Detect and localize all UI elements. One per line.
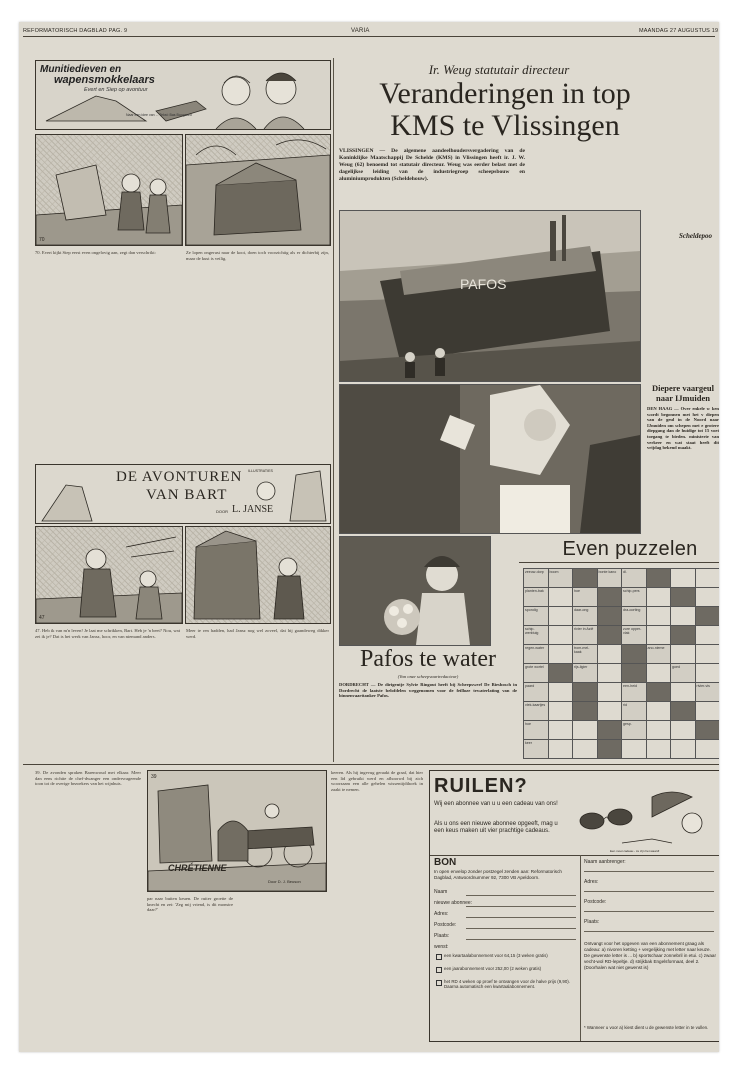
- crossword-clue: keer: [525, 741, 532, 745]
- bon-divider: [580, 855, 581, 1041]
- comic1-text-col2-lead: Ze lopen ongerust naar de kooi, doen toch voorzichtig als er dichterbij zijn, maar de kust is veilig.: [186, 250, 329, 261]
- crossword-cell[interactable]: [647, 626, 672, 645]
- crossword-clue: schip-pers: [623, 589, 640, 593]
- crossword-clue: een-heid: [623, 684, 637, 688]
- puzzle-title: Even puzzelen: [562, 538, 698, 560]
- crossword-cell[interactable]: [573, 740, 598, 759]
- crossword-clue: zeeuw-dorp: [525, 570, 544, 574]
- bon-field-label: nieuwe abonnee:: [434, 900, 473, 906]
- comic2-author: L. JANSE: [232, 504, 274, 515]
- comic2-panel-right-art: [186, 527, 330, 623]
- bon-option-checkbox[interactable]: [436, 954, 442, 960]
- crossword-clue: regen-water: [525, 646, 545, 650]
- crossword-cell: [671, 626, 696, 645]
- crossword-cell[interactable]: [696, 626, 720, 645]
- bon-field-input[interactable]: [466, 906, 576, 907]
- kms-headline-2: KMS te Vlissingen: [390, 109, 620, 142]
- bon-right-field-input[interactable]: [584, 911, 714, 912]
- bon-right-field-label: Adres:: [584, 879, 599, 885]
- comic1-panel-left-art: [36, 135, 182, 245]
- crossword-clue-cell: [524, 683, 549, 702]
- comic1-title-2: wapensmokkelaars: [54, 74, 155, 86]
- crossword-cell[interactable]: [671, 607, 696, 626]
- pafos-headline: Pafos te water: [360, 646, 496, 672]
- crossword-clue-cell: [524, 607, 549, 626]
- kms-subheading: Scheldepoo: [679, 232, 713, 240]
- bon-right-field-label: Postcode:: [584, 899, 607, 905]
- ship-photo: [339, 210, 641, 382]
- bon-option-checkbox[interactable]: [436, 967, 442, 973]
- christening-photo-art: [340, 385, 640, 533]
- crossword-cell: [573, 702, 598, 721]
- crossword-cell: [622, 664, 647, 683]
- ship-name-text: PAFOS: [460, 276, 507, 292]
- crossword-cell[interactable]: [598, 664, 623, 683]
- crossword-clue: hoe: [574, 589, 580, 593]
- kms-text-col3: [531, 148, 635, 204]
- crossword-cell[interactable]: [647, 702, 672, 721]
- diepere-text: [647, 468, 719, 532]
- crossword-clue-cell: [622, 702, 647, 721]
- crossword-cell[interactable]: [647, 607, 672, 626]
- crossword-cell: [598, 588, 623, 607]
- crossword-cell[interactable]: [549, 588, 574, 607]
- crossword-clue: rivier-vis: [696, 684, 710, 688]
- kms-kicker: Ir. Weug statutair directeur: [428, 62, 570, 77]
- crossword-clue-cell: [622, 721, 647, 740]
- crossword-cell[interactable]: [647, 721, 672, 740]
- bon-right-field-input[interactable]: [584, 891, 714, 892]
- diepere-headline-1: Diepere vaargeul: [652, 383, 714, 393]
- column-divider: [333, 58, 334, 762]
- comic3-text-lead: 39. De avonden spraken Barenwoud met elkaar. Meer dan eens richtte de chef-dwanger een ondervrageende toon tot de overige bezoekers van het wijnhuis.: [35, 770, 141, 787]
- crossword-clue-cell: [573, 607, 598, 626]
- comic2-panel-number: 47: [39, 615, 45, 621]
- crossword-clue-cell: [598, 569, 623, 588]
- crossword-clue-cell: [549, 569, 574, 588]
- comic2-text-col2-lead: Meer te ren hadden, had Jansz nog wel zoveel, dat hij gaandeweg dikker werd.: [186, 628, 329, 639]
- crossword-clue-cell: [524, 588, 549, 607]
- crossword-clue-cell: [524, 626, 549, 645]
- crossword-clue: spondig: [525, 608, 538, 612]
- bon-right-field-label: Naam aanbrenger:: [584, 859, 626, 865]
- crossword-clue-cell: [647, 645, 672, 664]
- kms-lead: VLISSINGEN — De algemene aandeelhoudersvergadering van de Koninklijke Maatschappij De Schelde (KMS) in Vlissingen heeft ir. J. W. Weug (62) benoemd tot statutair directeur. Weug was eerder belast met de dagelijkse leiding van de industriegroep scheepsbouw en aluminiumprodukten (Scheldehouw).: [339, 148, 525, 182]
- crossword-cell: [573, 569, 598, 588]
- crossword-clue: bonte kano: [598, 570, 617, 574]
- crossword-cell[interactable]: [598, 645, 623, 664]
- crossword-clue-cell: [622, 626, 647, 645]
- crossword-cell[interactable]: [696, 702, 720, 721]
- crossword-clue-cell: [524, 702, 549, 721]
- comic3-panel-number: 39: [151, 774, 157, 780]
- comic2-text-col1: [35, 628, 180, 758]
- kms-text-col4b: [643, 242, 719, 382]
- ship-photo-art: [340, 211, 640, 381]
- crossword-clue: trom-mel-kaak: [574, 646, 590, 654]
- crossword-clue: boom: [549, 570, 559, 574]
- bon-field-label: Plaats:: [434, 933, 450, 939]
- comic2-by: DOOR: [216, 509, 228, 514]
- crossword-clue: planten-bak: [525, 589, 544, 593]
- crossword-cell: [622, 645, 647, 664]
- bon-footnote: * Wanneer u voor a) kiest dient u de gewenste letter in te vullen.: [584, 1025, 709, 1030]
- crossword-cell[interactable]: [671, 721, 696, 740]
- bon-option-checkbox[interactable]: [436, 980, 442, 986]
- section-title: VARIA: [351, 28, 370, 34]
- bon-option-label: een jaarabonnement voor 252,00 (2 weken gratis): [444, 966, 542, 971]
- crossword-clue: rid: [623, 703, 627, 707]
- crossword-clue: vlek-kaartjes: [525, 703, 546, 707]
- comic1-text-col2: [186, 250, 329, 440]
- bon-field-input[interactable]: [466, 895, 576, 896]
- comic3-text-col2: [147, 896, 233, 1042]
- crossword-cell[interactable]: [647, 740, 672, 759]
- comic1-text-lead: 70. Evert kijkt Siep eerst even ongelovig aan, zegt dan verschrikt:: [35, 250, 156, 255]
- crossword-clue-cell: [524, 664, 549, 683]
- gifts-illustration: [562, 777, 716, 849]
- crossword-cell[interactable]: [696, 645, 720, 664]
- crossword-cell[interactable]: [598, 683, 623, 702]
- crossword-cell[interactable]: [549, 607, 574, 626]
- crossword-clue: rivier in Azië: [574, 627, 594, 631]
- bon-field-input[interactable]: [466, 928, 576, 929]
- crossword-clue-cell: [671, 664, 696, 683]
- mid-rule: [23, 764, 719, 765]
- pafos-caption: (Van onze scheepvaartredacteur): [397, 674, 459, 679]
- crossword-grid: [523, 568, 719, 759]
- crossword-clue-cell: [524, 740, 549, 759]
- bon-rule: [430, 855, 719, 856]
- crossword-clue-cell: [573, 588, 598, 607]
- crossword-cell[interactable]: [549, 702, 574, 721]
- crossword-cell[interactable]: [647, 588, 672, 607]
- comic3-text-col1: [35, 770, 141, 1040]
- crossword-cell[interactable]: [549, 626, 574, 645]
- comic2-title-panel: [35, 464, 331, 524]
- kms-text-col4: [643, 140, 719, 230]
- crossword-cell[interactable]: [671, 569, 696, 588]
- comic1-panel-left: [35, 134, 183, 246]
- crossword-clue: dl.: [623, 570, 627, 574]
- crossword-cell[interactable]: [549, 683, 574, 702]
- comic2-title-1: DE AVONTUREN: [116, 469, 243, 485]
- comic1-title-1: Munitiedieven en: [40, 64, 122, 75]
- bon-field-label: Postcode:: [434, 922, 457, 928]
- comic2-panel-left-art: [36, 527, 182, 623]
- crossword-cell: [696, 607, 720, 626]
- bon-gift-choice: Ontvangt voor het opgeven van een abonnement graag als cadeau: a) nivoren ketting + vergelijking met letter naar keuze. De gewenste letter is ... b) sportschaar zonnebril in etui. c) zwaar vecht-wol RD-lepeltje. d) strijkbak Engelsformaat, deel 2. (Doorhalen wat niet gewenst is): [584, 941, 717, 970]
- comic2-illustrator-label: ILLUSTRATIES: [248, 469, 273, 473]
- crossword-cell[interactable]: [696, 664, 720, 683]
- crossword-cell: [696, 721, 720, 740]
- ruilen-intro: Wij een abonnee van u u een cadeau van ons!: [434, 801, 558, 807]
- crossword-clue: goed: [672, 665, 680, 669]
- crossword-clue: dra-oorting: [623, 608, 641, 612]
- ruilen-ad: [429, 770, 719, 1042]
- crossword-clue-cell: [622, 569, 647, 588]
- child-photo: [339, 536, 491, 646]
- comic3-panel-art: [148, 771, 326, 891]
- crossword-clue: schip-werktuig: [525, 627, 539, 635]
- kms-headline-1: Veranderingen in top: [379, 77, 631, 110]
- pafos-text: [339, 706, 517, 760]
- bon-field-label: Adres:: [434, 911, 449, 917]
- comic3-panel: [147, 770, 327, 892]
- crossword-cell: [598, 626, 623, 645]
- crossword-cell: [549, 664, 574, 683]
- bon-instructions: In open envelop zonder postzegel zenden aan: Reformatorisch Dagblad, Antwoordnummer 92, 7300 VB Apeldoorn.: [434, 869, 562, 880]
- crossword-cell: [647, 683, 672, 702]
- ruilen-body: Als u ons een nieuwe abonnee opgeeft, mag u een keus maken uit vier prachtige cadeaus.: [434, 821, 558, 834]
- gifts-caption: Een mooi cadeau - ze zijn het waard!: [610, 849, 660, 853]
- diepere-headline-2: naar IJmuiden: [656, 393, 710, 403]
- crossword-clue: grote wortel: [525, 665, 544, 669]
- crossword-cell[interactable]: [671, 740, 696, 759]
- crossword-clue: ano-nieme: [647, 646, 665, 650]
- bon-option-label: een kwartaalabonnement voor 64,15 (3 weken gratis): [444, 953, 548, 958]
- ruilen-title: RUILEN?: [434, 775, 528, 797]
- child-photo-art: [340, 537, 490, 645]
- crossword-clue: rijs-ligier: [574, 665, 588, 669]
- crossword-cell[interactable]: [573, 721, 598, 740]
- crossword-clue-cell: [573, 626, 598, 645]
- comic3-text-col2b: [239, 896, 325, 1042]
- bon-field-input[interactable]: [466, 917, 576, 918]
- crossword-clue: gesp.: [623, 722, 632, 726]
- crossword-clue-cell: [524, 645, 549, 664]
- comic1-text-col1: [35, 250, 180, 440]
- comic3-text-col2-lead: par naar buiten keuen. De ruiter groette de knecht en zei: 'Zeg mij vriend, is dit monstre daar?': [147, 896, 233, 913]
- comic2-title-2: VAN BART: [146, 487, 228, 503]
- bon-option-label: het RD 4 weken op proef te ontvangen voor de halve prijs (9,90). Daarna automatisch een kwartaalabonnement.: [444, 979, 570, 990]
- page-header-date: MAANDAG 27 AUGUSTUS 19: [639, 28, 719, 34]
- crossword-cell: [598, 740, 623, 759]
- comic2-text-col2: [186, 628, 329, 758]
- crossword-cell[interactable]: [696, 569, 720, 588]
- crossword-cell[interactable]: [696, 740, 720, 759]
- crossword-cell[interactable]: [671, 683, 696, 702]
- comic1-panel-right-art: [186, 135, 330, 245]
- comic3-title: CHRÉTIENNE: [168, 863, 227, 873]
- crossword-clue: zure opper-vlak: [623, 627, 642, 635]
- comic2-panel-right: [185, 526, 331, 624]
- crossword-clue-cell: [573, 664, 598, 683]
- comic1-panel-right: [185, 134, 331, 246]
- comic2-text-lead: 47. Heb ik van m'n leven! Je laat me schrikken, Bart. Heb je 'n beet? Nou, wat zei ik je? Dat is het werk van Jansz, hoor, en van niemand anders.: [35, 628, 180, 639]
- crossword-clue: daar-ong: [574, 608, 589, 612]
- crossword-clue: paard: [525, 684, 535, 688]
- crossword-cell: [573, 683, 598, 702]
- crossword-cell: [598, 721, 623, 740]
- crossword-clue-cell: [696, 683, 720, 702]
- comic3-text-col3-lead: keeren. Als hij ingevug geraakt de graaf, dat hier een lid gebruikt werd en afhoorwd bij zich woorzaam een alle gehelen wissentijdthoek in zaakt te nemen.: [331, 770, 423, 792]
- bon-field-input[interactable]: [466, 939, 576, 940]
- comic1-title-panel: [35, 60, 331, 130]
- crossword-cell: [647, 569, 672, 588]
- bon-title: BON: [434, 857, 457, 868]
- crossword-cell: [671, 588, 696, 607]
- crossword-cell[interactable]: [549, 645, 574, 664]
- comic3-text-col3: [331, 770, 423, 1042]
- newspaper-page: [19, 22, 719, 1052]
- comic1-subtitle: Evert en Siep op avontuur: [84, 87, 148, 93]
- crossword-cell: [671, 702, 696, 721]
- diepere-lead: DEN HAAG — Over enkele w ken wordt begonnen met het v diepen van de geul in de Noord naar IJmuiden om schepen met e grotere diepgang dan de huidige tot 15 voet toegang te bieden. ministerie van verkeer en wat staat heeft dit vrijdag bekend maakt.: [647, 406, 719, 451]
- header-rule: [23, 36, 715, 37]
- crossword-cell[interactable]: [598, 702, 623, 721]
- crossword-cell[interactable]: [549, 740, 574, 759]
- crossword-clue-cell: [524, 721, 549, 740]
- crossword-clue-cell: [622, 607, 647, 626]
- bon-wenst-label: wenst:: [434, 944, 449, 950]
- crossword-cell: [598, 607, 623, 626]
- comic1-title-art: [36, 61, 330, 129]
- crossword-cell[interactable]: [549, 721, 574, 740]
- bon-right-field-input[interactable]: [584, 871, 714, 872]
- crossword-clue-cell: [524, 569, 549, 588]
- crossword-cell[interactable]: [696, 588, 720, 607]
- crossword-cell[interactable]: [647, 664, 672, 683]
- crossword-clue: hoe: [525, 722, 531, 726]
- comic3-author: Door D. J. Beuson: [268, 879, 301, 884]
- crossword-cell[interactable]: [622, 740, 647, 759]
- bon-right-field-input[interactable]: [584, 931, 714, 932]
- page-header-left: REFORMATORISCH DAGBLAD PAG. 9: [23, 28, 128, 34]
- crossword-clue-cell: [573, 645, 598, 664]
- bon-right-field-label: Plaats:: [584, 919, 600, 925]
- comic1-panel-number: 70: [39, 237, 45, 243]
- bon-field-label: Naam: [434, 889, 448, 895]
- puzzle-rule: [519, 562, 719, 563]
- comic2-panel-left: [35, 526, 183, 624]
- crossword-clue-cell: [622, 588, 647, 607]
- crossword-clue-cell: [622, 683, 647, 702]
- crossword-cell[interactable]: [671, 645, 696, 664]
- christening-photo: [339, 384, 641, 534]
- comic1-credit: Naar een idee van ... Tekst: Bas Boogaard: [126, 113, 192, 117]
- pafos-lead: DORDRECHT — De dirigentje Sylvie Ringout heeft bij Scheepswerf De Biesbosch in Dordrecht de laatste belofdelen weggenomen voor de feilloze tewaterlating van de binnenvaarttanker Pafos.: [339, 682, 517, 699]
